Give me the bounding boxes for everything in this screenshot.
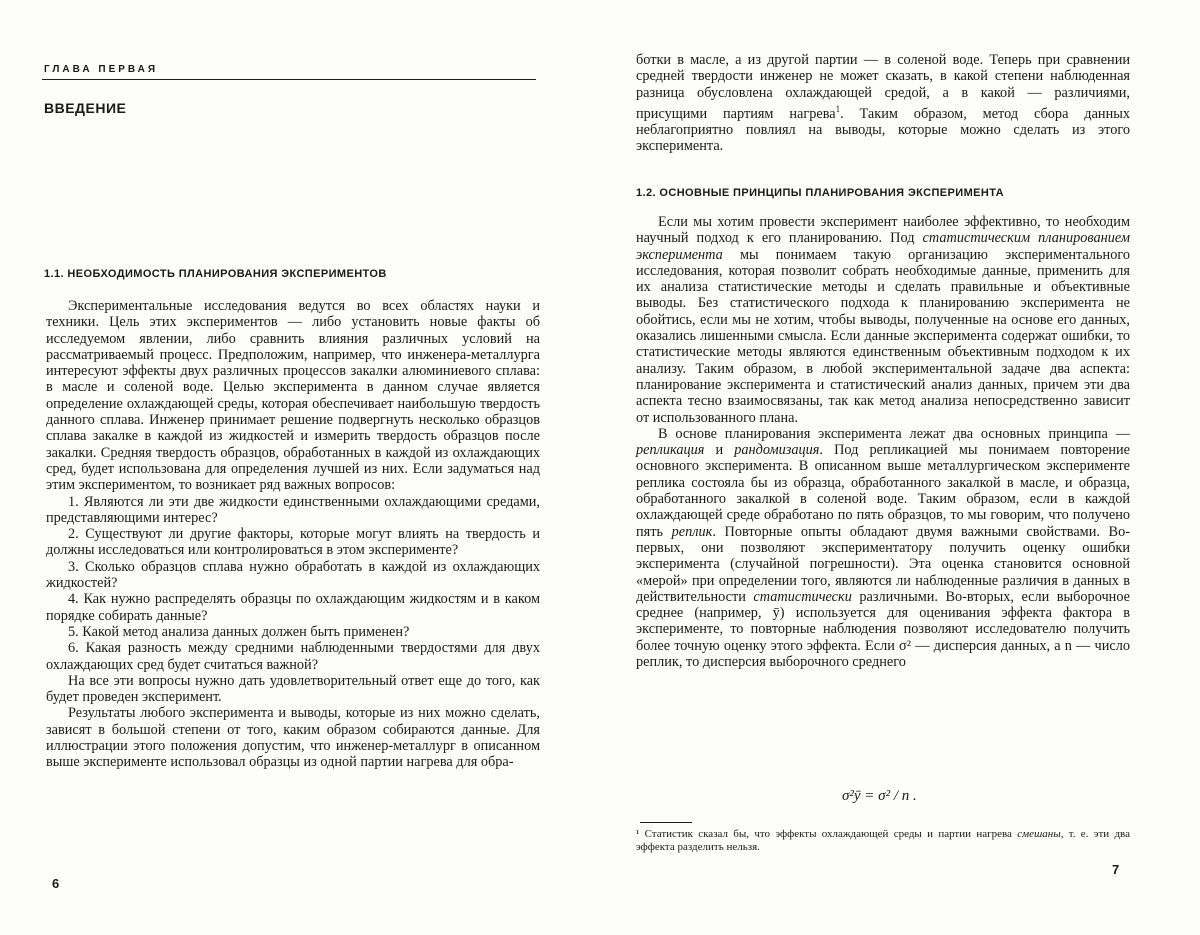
text-run: . Повторные опыты обладают двумя важными свойствами. Во-первых, они позволяют экспериментатору получить оценку ошибки эксперимента (случайной погрешности). Эта оценка становится основной «мерой» при определении того, являются ли наблюденные различия в данных в действительности [636, 523, 1130, 605]
emphasis: статистически [753, 588, 852, 605]
list-item: 5. Какой метод анализа данных должен быть применен? [68, 623, 410, 640]
text-run: В основе планирования эксперимента лежат два основных принципа — [658, 425, 1130, 442]
paragraph [636, 214, 1130, 426]
left-body-text [46, 298, 540, 771]
paragraph: На все эти вопросы нужно дать удовлетворительный ответ еще до того, как будет проведен эксперимент. [46, 672, 540, 706]
paragraph: Результаты любого эксперимента и выводы, которые из них можно сделать, зависят в большой степени от того, каким образом собираются данные. Для иллюстрации этого положения допустим, что инженер-металлург в описанном выше эксперименте использовал образцы из одной партии нагрева для обра- [46, 705, 540, 771]
text-run: , т. е. эти два эффекта разделить нельзя. [636, 828, 1130, 853]
emphasis: смешаны [1017, 828, 1061, 840]
page-number: 6 [52, 876, 60, 891]
footnote-marker: 1 [835, 103, 841, 114]
right-body-text [636, 214, 1130, 670]
text-run: Если мы хотим провести эксперимент наиболее эффективно, то необходим научный подход к его планированию. Под [636, 214, 1130, 247]
text-run: и [704, 442, 735, 459]
footnote-rule [640, 822, 692, 823]
right-continuation-text [636, 52, 1130, 155]
text-run: ¹ Статистик сказал бы, что эффекты охлаждающей среды и партии нагрева [636, 828, 1018, 840]
list-item: 2. Существуют ли другие факторы, которые могут влиять на твердость и должны исследоваться или контролироваться в этом эксперименте? [46, 526, 540, 559]
emphasis: рандомизация [734, 442, 820, 459]
list-item: 1. Являются ли эти две жидкости единственными охлаждающими средами, представляющими интерес? [46, 493, 540, 526]
text-run: различными. Во-вторых, если выборочное среднее (например, ȳ) используется для оценивания эффекта фактора в эксперименте, то повторные наблюдения позволяют исследователю получить более точную оценку этого эффекта. Если σ² — дисперсия данных, а n — число реплик, то дисперсия выборочного среднего [636, 588, 1130, 671]
section-heading-1-2: 1.2. ОСНОВНЫЕ ПРИНЦИПЫ ПЛАНИРОВАНИЯ ЭКСПЕРИМЕНТА [636, 187, 1004, 199]
list-item: 6. Какая разность между средними наблюденными твердостями для двух охлаждающих сред будет считаться важной? [46, 640, 540, 673]
chapter-label: ГЛАВА ПЕРВАЯ [44, 64, 159, 75]
footnote [636, 828, 1130, 854]
list-item: 3. Сколько образцов сплава нужно обработать в каждой из охлаждающих жидкостей? [46, 558, 540, 592]
text-run: . Под репликацией мы понимаем повторение основного эксперимента. В описанном выше металлургическом эксперименте реплика состояла бы из образца, обработанного закалкой в масле, и образца, обработанного закалкой в соленой воде. Таким образом, если в каждой охлаждающей среде обработано по пять образцов, то мы говорим, что получено пять [636, 442, 1130, 540]
paragraph [636, 426, 1130, 670]
emphasis: реплик [671, 523, 713, 540]
paragraph [636, 52, 1130, 155]
emphasis: статистическим планированием эксперимента [636, 230, 1130, 263]
right-page [600, 0, 1200, 935]
emphasis: репликация [636, 442, 705, 459]
chapter-title: ВВЕДЕНИЕ [44, 100, 127, 116]
text-run: ботки в масле, а из другой партии — в соленой воде. Теперь при сравнении средней твердости инженер не может сказать, в какой степени наблюденная разница обусловлена охлаждающей средой, а в какой — различиями, присущими партиям нагрева [636, 52, 1130, 122]
text-run: мы понимаем такую организацию экспериментального исследования, которая позволит собрать необходимые данные, применить для их анализа статистические методы и сделать правильные и объективные выводы. Без статистического подхода к планированию эксперимента не обойтись, если мы не хотим, чтобы выводы, полученные на основе его данных, оказались лишенными смысла. Если данные эксперимента содержат ошибки, то статистические методы являются единственным объективным подходом к их анализу. Таким образом, в любой экспериментальной задаче два аспекта: планирование эксперимента и статистический анализ данных, причем эти два аспекта тесно взаимосвязаны, так как метод анализа непосредственно зависит от использованного плана. [636, 246, 1130, 426]
section-heading-1-1: 1.1. НЕОБХОДИМОСТЬ ПЛАНИРОВАНИЯ ЭКСПЕРИМЕНТОВ [44, 268, 387, 280]
chapter-rule [42, 79, 536, 80]
page-number: 7 [1112, 862, 1120, 877]
list-item: 4. Как нужно распределять образцы по охлаждающим жидкостям и в каком порядке собирать данные? [46, 591, 540, 624]
text-run: . Таким образом, метод сбора данных неблагоприятно повлиял на выводы, которые можно сделать из этого эксперимента. [636, 105, 1130, 155]
paragraph: Экспериментальные исследования ведутся во всех областях науки и техники. Цель этих экспериментов — либо установить новые факты об исследуемом явлении, либо сравнить влияния различных условий на рассматриваемый процесс. Предположим, например, что инженера-металлурга интересуют эффекты двух различных процессов закалки алюминиевого сплава: в масле и соленой воде. Целью эксперимента в данном случае является определение охлаждающей среды, которая обеспечивает наибольшую твердость данного сплава. Инженер принимает решение подвергнуть несколько образцов сплава закалке в каждой из жидкостей и измерить твердость образцов после закалки. Средняя твердость образцов, обработанных в каждой из охлаждающих сред, будет использована для определения лучшей из них. Если задуматься над этим экспериментом, то возникает ряд важных вопросов: [46, 298, 540, 494]
variance-formula: σ²ȳ = σ² / n . [842, 788, 917, 804]
